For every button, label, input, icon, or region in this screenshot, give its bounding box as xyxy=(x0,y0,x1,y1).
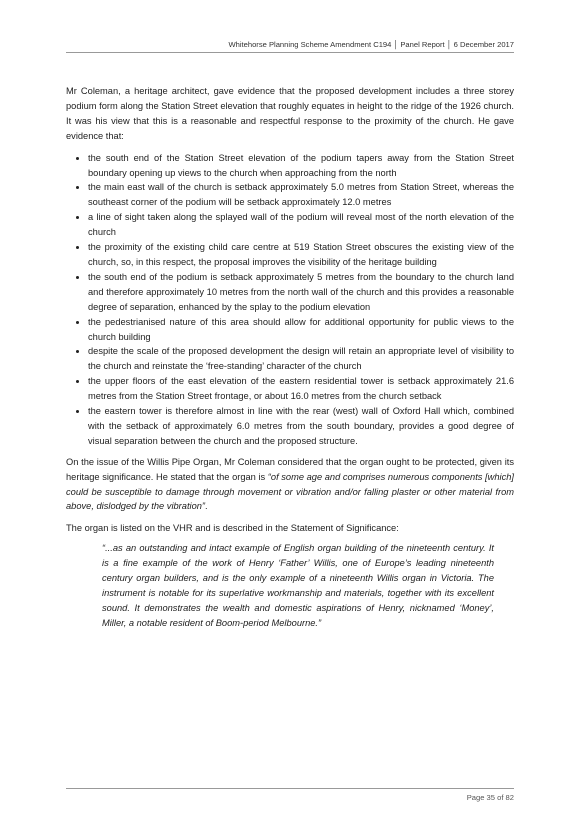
bullet-item: • the pedestrianised nature of this area should allow for additional opportunity for public views to the church building xyxy=(88,315,514,345)
organ-end-punctuation: . xyxy=(205,501,208,512)
bullet-item: • the south end of the Station Street elevation of the podium tapers away from the Station Street boundary opening up views to the church when approaching from the north xyxy=(88,151,514,181)
page-number-footer: Page 35 of 82 xyxy=(66,788,514,802)
bullet-item: • the proximity of the existing child care centre at 519 Station Street obscures the existing view of the church, so, in this respect, the proposal improves the visibility of the heritage building xyxy=(88,240,514,270)
bullet-item: • a line of sight taken along the splayed wall of the podium will reveal most of the north elevation of the church xyxy=(88,210,514,240)
bullet-item: • despite the scale of the proposed development the design will retain an appropriate level of visibility to the church and reinstate the ‘free-standing’ character of the church xyxy=(88,344,514,374)
bullet-item: • the south end of the podium is setback approximately 5 metres from the boundary to the church land and therefore approximately 10 metres from the north wall of the church and this provides a reasonable degree of separation, enhanced by the splay to the podium elevation xyxy=(88,270,514,315)
organ-paragraph xyxy=(66,455,514,515)
significance-block-quote: “...as an outstanding and intact example of English organ building of the nineteenth century. It is a fine example of the work of Henry ‘Father’ Willis, one of Europe’s leading nineteenth century organ builders, and is the only example of a nineteenth Willis organ in Victoria. The instrument is notable for its superlative workmanship and materials, together with its excellent sound. It demonstrates the wealth and domestic aspirations of Henry, nicknamed ‘Money’, Miller, a notable resident of Boom-period Melbourne.” xyxy=(102,543,494,628)
intro-paragraph: Mr Coleman, a heritage architect, gave evidence that the proposed development includes a three storey podium form along the Station Street elevation that roughly equates in height to the ridge of the 1926 church. It was his view that this is a reasonable and respectful response to the proximity of the church. He gave evidence that: xyxy=(66,86,514,141)
page-body xyxy=(66,84,514,631)
organ-lead-text: On the issue of the Willis Pipe Organ, Mr Coleman considered that the organ ought to be protected, given its heritage significance. He stated that the organ is xyxy=(66,456,514,482)
organ-quoted-text: “of some age and comprises numerous components [which] could be susceptible to damage through movement or vibration and/or falling plaster or other material from above, dislodged by the vibration” xyxy=(66,471,514,512)
vhr-paragraph: The organ is listed on the VHR and is described in the Statement of Significance: xyxy=(66,523,399,534)
bullet-item: • the main east wall of the church is setback approximately 5.0 metres from Station Street, whereas the southeast corner of the podium will be setback approximately 12.0 metres xyxy=(88,180,514,210)
running-header: Whitehorse Planning Scheme Amendment C194 │ Panel Report │ 6 December 2017 xyxy=(66,40,514,53)
bullet-item: • the eastern tower is therefore almost in line with the rear (west) wall of Oxford Hall which, combined with the setback of approximately 6.0 metres from the south boundary, provides a good degree of visual separation between the church and the proposed structure. xyxy=(88,404,514,449)
evidence-bullet-list xyxy=(66,151,514,449)
bullet-item: • the upper floors of the east elevation of the eastern residential tower is setback approximately 21.6 metres from the Station Street frontage, or about 16.0 metres from the church setback xyxy=(88,374,514,404)
